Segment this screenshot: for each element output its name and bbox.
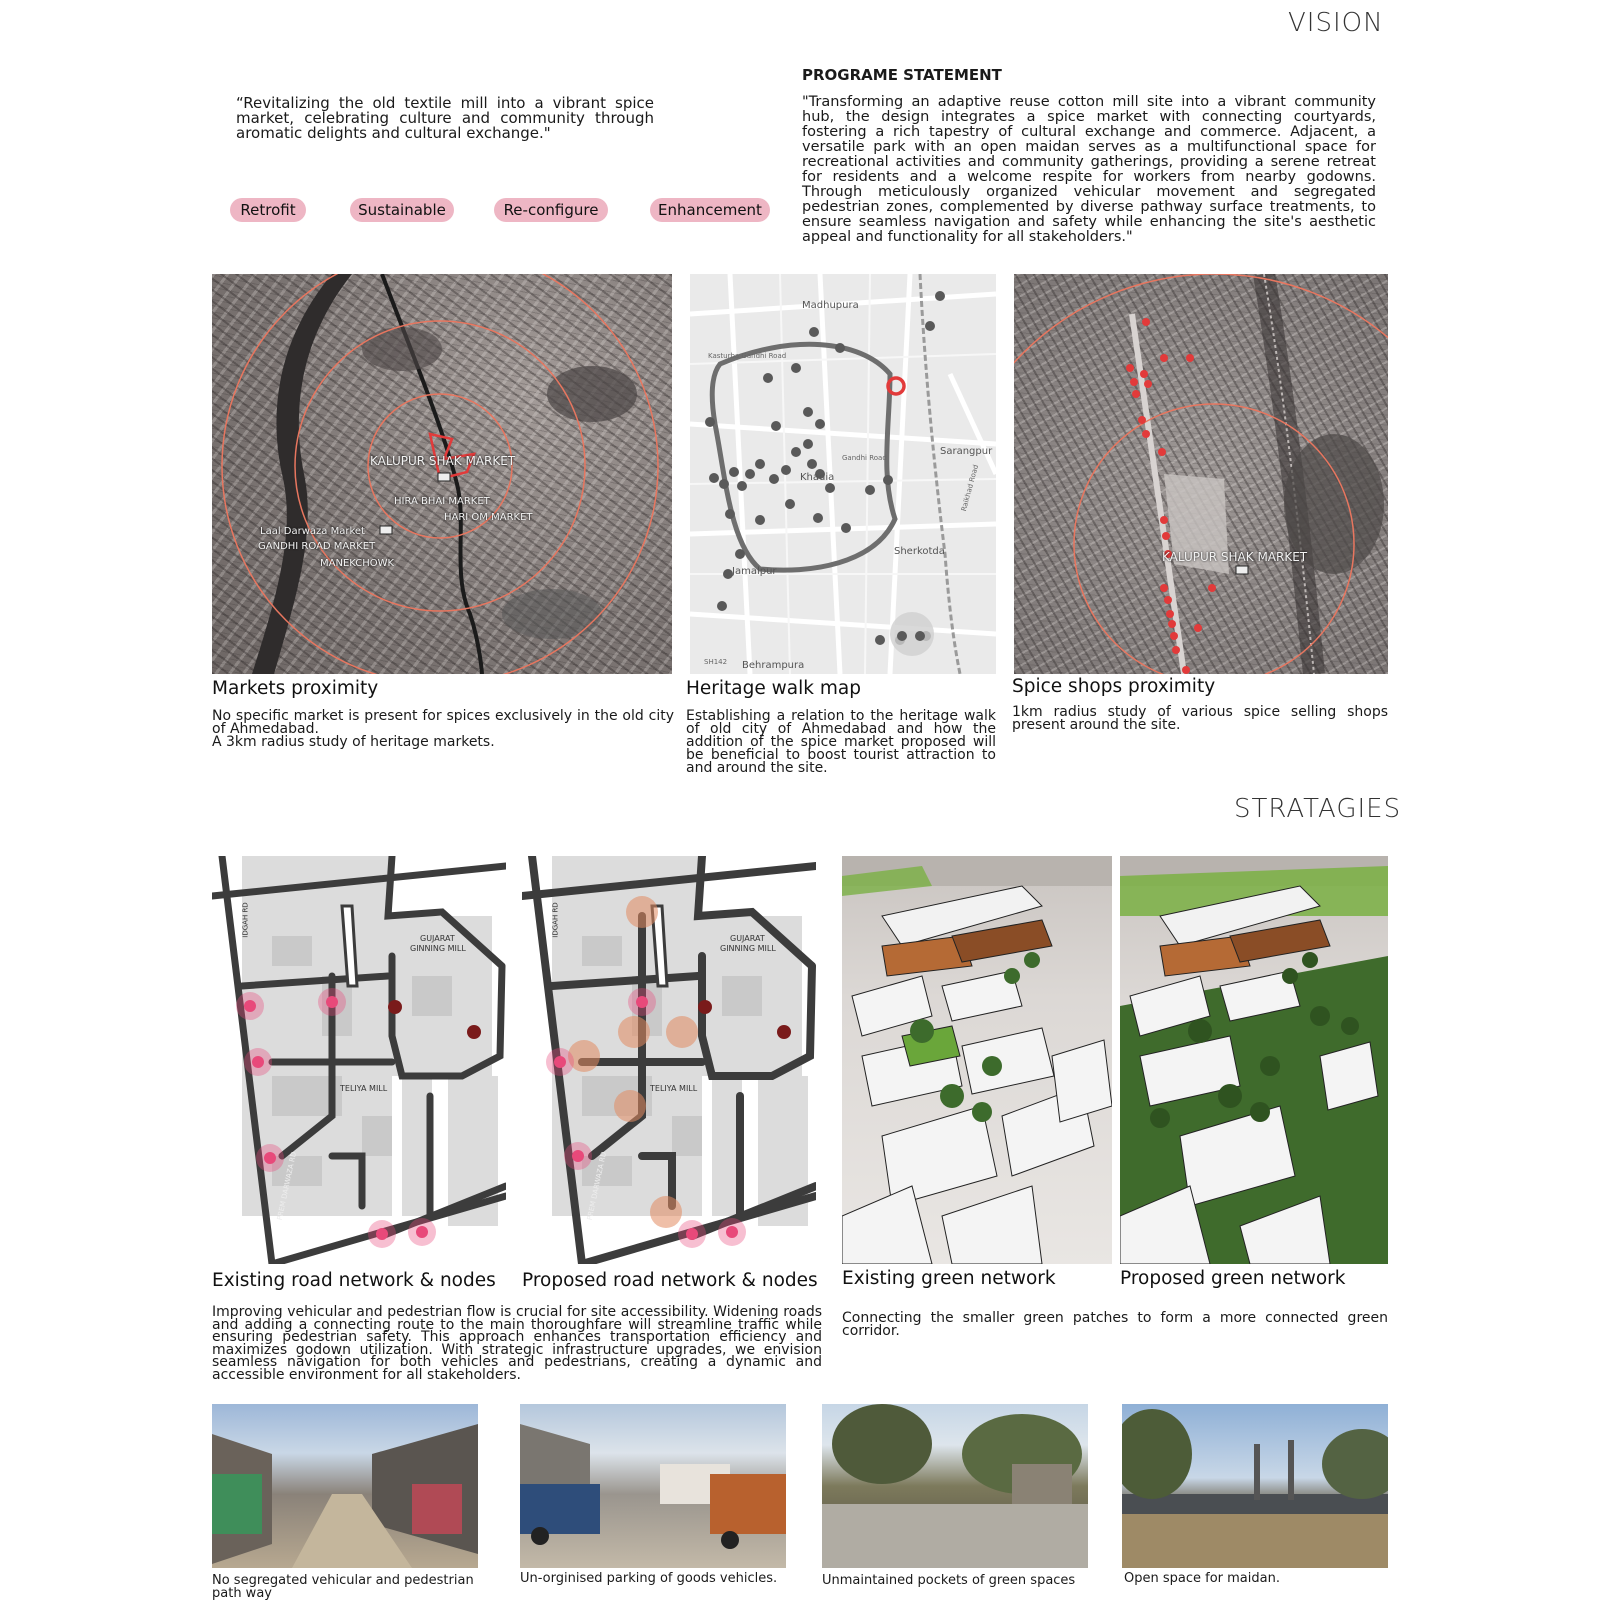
label-madhupura: Madhupura <box>802 300 859 311</box>
label-gujarat: GUJARAT <box>420 934 455 943</box>
spice-shops-map <box>1014 274 1388 674</box>
green-network-text: Connecting the smaller green patches to form a more connected green corridor. <box>842 1310 1388 1339</box>
label-idgah-road: IDGAH RD <box>241 902 250 938</box>
label-gandhi-road: Gandhi Road <box>842 454 887 462</box>
proposed-green-network-title: Proposed green network <box>1120 1268 1346 1289</box>
programme-statement: "Transforming an adaptive reuse cotton mill site into a vibrant community hub, the design integrates a spice market with connecting courtyards, fostering a rich tapestry of cultural exchange and commerce. Adjacent, a versatile park with an open maidan serves as a multifunctional space for recreational activities and community gatherings, providing a serene retreat for residents and a welcome respite for workers from nearby godowns. Through meticulously organized vehicular movement and segregated pedestrian zones, complemented by diverse pathway surface treatments, to ensure seamless navigation and safety while enhancing the site's aesthetic appeal and functionality for all stakeholders." <box>802 94 1376 245</box>
label-teliya-mill: TELIYA MILL <box>340 1084 388 1093</box>
proposed-green-network-render <box>1120 856 1388 1264</box>
existing-road-network-map <box>212 856 506 1264</box>
label-gandhi-road-market: GANDHI ROAD MARKET <box>258 541 376 552</box>
tag-enhancement: Enhancement <box>650 198 770 222</box>
label-hariom-market: HARI OM MARKET <box>444 512 533 523</box>
strategies-heading: STRATAGIES <box>1234 794 1402 824</box>
proposed-road-network-map <box>522 856 816 1264</box>
label-prem-darwaza-road: PREM DARWAZA RD <box>275 1151 299 1221</box>
label-khadia: Khadia <box>800 472 835 483</box>
site-photo-green-pockets-caption: Unmaintained pockets of green spaces <box>822 1573 1076 1588</box>
label-teliya-mill: TELIYA MILL <box>650 1084 698 1093</box>
road-network-text: Improving vehicular and pedestrian flow is crucial for site accessibility. Widening roads and adding a connecting route to the main thoroughfare will streamline traffic while ensuring pedestrian safety. This approach enhances transportation efficiency and maximizes godown utilization. With strategic infrastructure upgrades, we envision seamless navigation for both vehicles and pedestrians, creating a dynamic and accessible environment for all stakeholders. <box>212 1304 822 1383</box>
label-gujarat: GUJARAT <box>730 934 765 943</box>
heritage-walk-text: Establishing a relation to the heritage walk of old city of Ahmedabad and how the addition of the spice market proposed will be beneficial to boost tourist attraction to and around the site. <box>686 708 996 776</box>
label-kasturba-road: Kasturba Gandhi Road <box>708 352 787 360</box>
label-kalupur-market: KALUPUR SHAK MARKET <box>370 454 516 468</box>
markets-proximity-text: No specific market is present for spices exclusively in the old city of Ahmedabad. A 3km radius study of heritage markets. <box>212 708 674 750</box>
market-icon <box>380 526 392 534</box>
markets-proximity-map <box>212 274 672 674</box>
label-manekchowk: MANEKCHOWK <box>320 558 395 569</box>
label-sherkotda: Sherkotda <box>894 546 945 557</box>
label-kalupur-market: KALUPUR SHAK MARKET <box>1162 550 1308 564</box>
heritage-walk-title: Heritage walk map <box>686 678 861 699</box>
tag-re-configure: Re-configure <box>494 198 608 222</box>
proposed-road-network-title: Proposed road network & nodes <box>522 1270 818 1291</box>
site-photo-parking-caption: Un-orginised parking of goods vehicles. <box>520 1571 778 1586</box>
site-photo-pathway <box>212 1404 478 1568</box>
spice-shops-title: Spice shops proximity <box>1012 676 1216 697</box>
label-sh142: SH142 <box>704 658 728 666</box>
label-jamalpur: Jamalpur <box>732 566 777 577</box>
market-icon <box>1236 566 1248 574</box>
site-photo-green-pockets <box>822 1404 1088 1568</box>
existing-green-network-title: Existing green network <box>842 1268 1056 1289</box>
label-idgah-road: IDGAH RD <box>551 902 560 938</box>
label-ginning-mill: GINNING MILL <box>720 944 776 953</box>
label-laal-darwaza-market: Laal Darwaza Market <box>260 526 365 537</box>
site-photo-open-space-caption: Open space for maidan. <box>1124 1571 1280 1586</box>
vision-quote: “Revitalizing the old textile mill into a vibrant spice market, celebrating culture and community through aromatic delights and cultural exchange." <box>236 94 654 142</box>
tag-sustainable: Sustainable <box>350 198 454 222</box>
market-icon <box>438 473 450 481</box>
label-behrampura: Behrampura <box>742 660 805 671</box>
vision-heading: VISION <box>1288 8 1384 38</box>
site-photo-pathway-caption: No segregated vehicular and pedestrian path way <box>212 1573 474 1600</box>
heritage-walk-map <box>690 274 996 674</box>
markets-proximity-title: Markets proximity <box>212 678 379 699</box>
programme-title: PROGRAME STATEMENT <box>802 66 1002 84</box>
site-photo-parking <box>520 1404 786 1568</box>
tag-retrofit: Retrofit <box>230 198 306 222</box>
label-ginning-mill: GINNING MILL <box>410 944 466 953</box>
spice-shops-text: 1km radius study of various spice selling shops present around the site. <box>1012 704 1388 733</box>
site-photo-open-space <box>1122 1404 1388 1568</box>
label-raikhad-road: Raikhad Road <box>959 463 981 513</box>
label-sarangpur: Sarangpur <box>940 446 993 457</box>
label-hirabhai-market: HIRA BHAI MARKET <box>394 496 490 507</box>
label-prem-darwaza-road: PREM DARWAZA RD <box>585 1151 609 1221</box>
existing-green-network-render <box>842 856 1112 1264</box>
existing-road-network-title: Existing road network & nodes <box>212 1270 496 1291</box>
